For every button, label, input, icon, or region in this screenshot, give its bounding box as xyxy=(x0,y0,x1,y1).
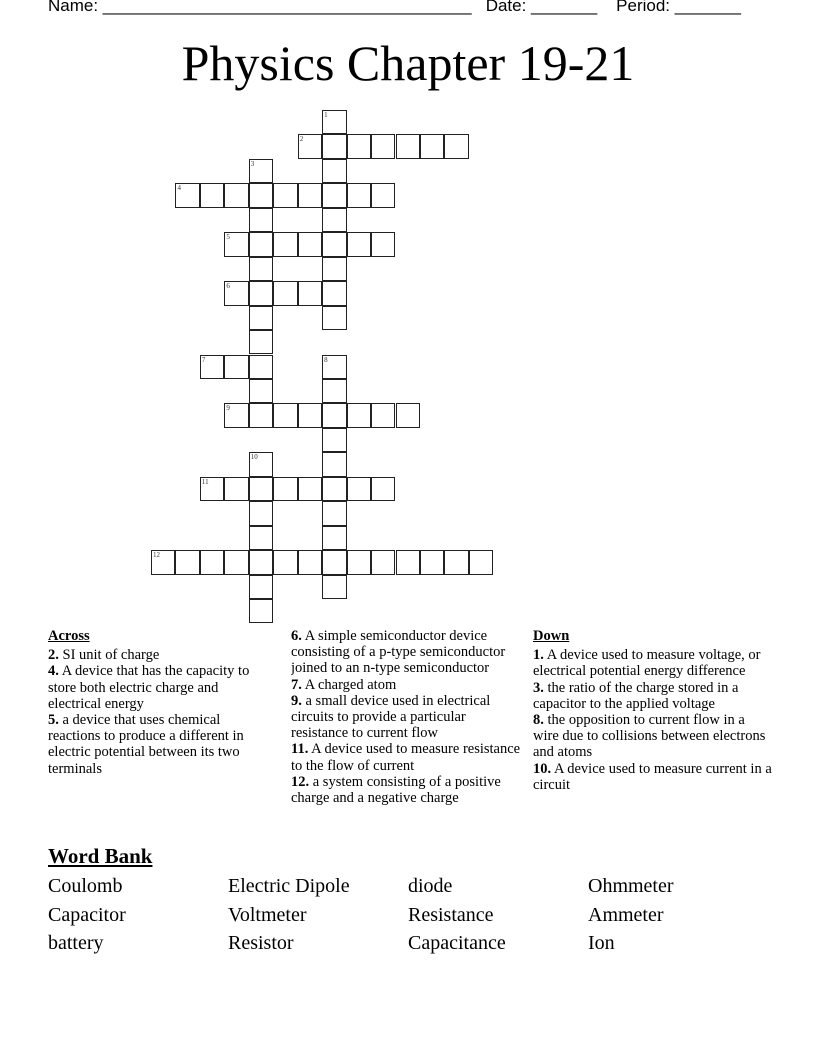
clue-down-10: 10. A device used to measure current in a circuit xyxy=(533,760,772,793)
crossword-cell[interactable] xyxy=(273,477,297,501)
word-bank-item: Capacitor xyxy=(48,903,126,926)
crossword-cell[interactable] xyxy=(322,550,346,574)
crossword-cell[interactable] xyxy=(469,550,493,574)
crossword-cell[interactable] xyxy=(371,134,395,158)
clue-number: 1 xyxy=(324,111,328,119)
crossword-cell[interactable] xyxy=(249,599,273,623)
crossword-cell[interactable] xyxy=(371,477,395,501)
clue-number: 10 xyxy=(250,453,258,462)
clue-across-2: 2. SI unit of charge xyxy=(48,647,160,664)
word-bank-item: Voltmeter xyxy=(228,903,307,926)
crossword-cell[interactable] xyxy=(175,183,199,207)
word-bank-item: Coulomb xyxy=(48,875,123,897)
clue-across-7: 7. A charged atom xyxy=(291,676,397,693)
clue-across-9: 9. a small device used in electrical circuits to provide a particular resistance to current flow xyxy=(291,692,491,742)
crossword-cell[interactable] xyxy=(249,306,273,330)
crossword-cell[interactable] xyxy=(175,550,199,574)
crossword-cell[interactable] xyxy=(322,355,346,379)
crossword-cell[interactable] xyxy=(249,257,273,281)
clue-across-11: 11. A device used to measure resistance to the flow of current xyxy=(291,741,521,774)
clue-number: 11 xyxy=(201,477,209,486)
crossword-cell[interactable] xyxy=(347,550,371,574)
crossword-cell[interactable] xyxy=(298,183,322,207)
crossword-cell[interactable] xyxy=(322,306,346,330)
clue-number: 2 xyxy=(299,135,304,144)
crossword-cell[interactable] xyxy=(298,477,322,501)
crossword-cell[interactable] xyxy=(322,526,346,550)
clue-number: 8 xyxy=(324,355,328,364)
crossword-cell[interactable] xyxy=(298,232,322,256)
crossword-cell[interactable] xyxy=(273,183,297,207)
down-clues-column xyxy=(533,628,773,793)
page-title: Physics Chapter 19-21 xyxy=(181,35,635,91)
crossword-cell[interactable] xyxy=(444,550,468,574)
crossword-cell[interactable] xyxy=(322,428,346,452)
crossword-cell[interactable] xyxy=(322,501,346,525)
crossword-cell[interactable] xyxy=(273,232,297,256)
crossword-cell[interactable] xyxy=(249,526,273,550)
crossword-cell[interactable] xyxy=(371,403,395,427)
crossword-cell[interactable] xyxy=(249,159,273,183)
clue-across-6: 6. A simple semiconductor device consisting of a p-type semiconductor joined to an n-type semiconductor xyxy=(291,628,506,677)
crossword-cell[interactable] xyxy=(249,403,273,427)
crossword-cell[interactable] xyxy=(322,403,346,427)
crossword-cell[interactable] xyxy=(371,232,395,256)
crossword-cell[interactable] xyxy=(322,575,346,599)
crossword-cell[interactable] xyxy=(347,134,371,158)
crossword-cell[interactable] xyxy=(322,134,346,158)
crossword-cell[interactable] xyxy=(420,134,444,158)
crossword-cell[interactable] xyxy=(298,550,322,574)
word-bank-item: Resistor xyxy=(228,932,294,954)
crossword-cell[interactable] xyxy=(224,232,248,256)
crossword-cell[interactable] xyxy=(371,550,395,574)
crossword-cell[interactable] xyxy=(249,330,273,354)
word-bank-item: Resistance xyxy=(408,903,494,926)
crossword-cell[interactable] xyxy=(322,452,346,476)
crossword-cell[interactable] xyxy=(249,355,273,379)
across-clues-column-2 xyxy=(291,628,523,840)
crossword-cell[interactable] xyxy=(322,183,346,207)
crossword-cell[interactable] xyxy=(298,281,322,305)
crossword-cell[interactable] xyxy=(347,232,371,256)
crossword-cell[interactable] xyxy=(347,183,371,207)
word-bank-list xyxy=(48,872,768,958)
word-bank-item: battery xyxy=(48,932,104,954)
clue-number: 6 xyxy=(226,282,230,291)
crossword-cell[interactable] xyxy=(200,355,224,379)
crossword-cell[interactable] xyxy=(224,355,248,379)
clue-across-5: 5. a device that uses chemical reactions to produce a different in electric potential between its two terminals xyxy=(48,712,244,777)
word-bank-item: Electric Dipole xyxy=(228,875,350,897)
crossword-cell[interactable] xyxy=(322,257,346,281)
crossword-cell[interactable] xyxy=(322,159,346,183)
crossword-cell[interactable] xyxy=(224,403,248,427)
word-bank-item: Ion xyxy=(588,932,615,954)
across-clues-column-1 xyxy=(48,628,273,777)
crossword-cell[interactable] xyxy=(224,550,248,574)
crossword-cell[interactable] xyxy=(200,550,224,574)
crossword-cell[interactable] xyxy=(396,403,420,427)
name-field[interactable]: Name: _______________________________________ xyxy=(48,0,472,15)
crossword-cell[interactable] xyxy=(298,134,322,158)
crossword-cell[interactable] xyxy=(249,183,273,207)
across-heading: Across xyxy=(48,628,90,644)
word-bank-item: Ammeter xyxy=(588,903,664,926)
crossword-cell[interactable] xyxy=(322,379,346,403)
clue-number: 9 xyxy=(226,404,230,413)
crossword-cell[interactable] xyxy=(151,550,175,574)
crossword-cell[interactable] xyxy=(420,550,444,574)
crossword-cell[interactable] xyxy=(224,477,248,501)
clue-down-8: 8. the opposition to current flow in a wire due to collisions between electrons and atoms xyxy=(533,712,766,761)
crossword-cell[interactable] xyxy=(396,134,420,158)
crossword-cell[interactable] xyxy=(200,183,224,207)
crossword-cell[interactable] xyxy=(249,281,273,305)
word-bank-title: Word Bank xyxy=(48,844,153,868)
crossword-cell[interactable] xyxy=(273,403,297,427)
clue-across-12: 12. a system consisting of a positive charge and a negative charge xyxy=(291,773,501,807)
crossword-cell[interactable] xyxy=(347,477,371,501)
crossword-cell[interactable] xyxy=(322,281,346,305)
crossword-cell[interactable] xyxy=(396,550,420,574)
clue-number: 7 xyxy=(201,355,206,364)
crossword-cell[interactable] xyxy=(322,110,346,134)
word-bank-item: Capacitance xyxy=(408,932,506,954)
crossword-cell[interactable] xyxy=(322,232,346,256)
student-info-header xyxy=(48,0,741,16)
crossword-cell[interactable] xyxy=(249,477,273,501)
crossword-cell[interactable] xyxy=(444,134,468,158)
clue-down-1: 1. A device used to measure voltage, or electrical potential energy difference xyxy=(533,647,761,680)
clue-number: 12 xyxy=(153,551,160,560)
down-heading: Down xyxy=(533,628,570,644)
crossword-cell[interactable] xyxy=(249,452,273,476)
crossword-cell[interactable] xyxy=(273,281,297,305)
crossword-cell[interactable] xyxy=(249,208,273,232)
crossword-cell[interactable] xyxy=(273,550,297,574)
clue-down-3: 3. the ratio of the charge stored in a capacitor to the applied voltage xyxy=(533,679,739,712)
date-field[interactable]: Date: _______ xyxy=(485,0,598,15)
word-bank xyxy=(48,844,768,958)
crossword-cell[interactable] xyxy=(371,183,395,207)
period-field[interactable]: Period: _______ xyxy=(616,0,741,15)
crossword-cell[interactable] xyxy=(249,501,273,525)
crossword-cell[interactable] xyxy=(298,403,322,427)
crossword-cell[interactable] xyxy=(200,477,224,501)
crossword-cell[interactable] xyxy=(224,183,248,207)
crossword-cell[interactable] xyxy=(224,281,248,305)
crossword-cell[interactable] xyxy=(249,379,273,403)
word-bank-item: Ohmmeter xyxy=(588,875,674,897)
clue-number: 5 xyxy=(226,233,230,242)
crossword-cell[interactable] xyxy=(322,477,346,501)
crossword-cell[interactable] xyxy=(347,403,371,427)
clue-number: 3 xyxy=(250,159,255,168)
crossword-cell[interactable] xyxy=(249,575,273,599)
clue-across-4: 4. A device that has the capacity to store both electric charge and electrical energy xyxy=(48,663,250,712)
crossword-cell[interactable] xyxy=(249,232,273,256)
clue-number: 4 xyxy=(177,184,181,193)
crossword-cell[interactable] xyxy=(322,208,346,232)
word-bank-item: diode xyxy=(408,875,453,897)
crossword-cell[interactable] xyxy=(249,550,273,574)
